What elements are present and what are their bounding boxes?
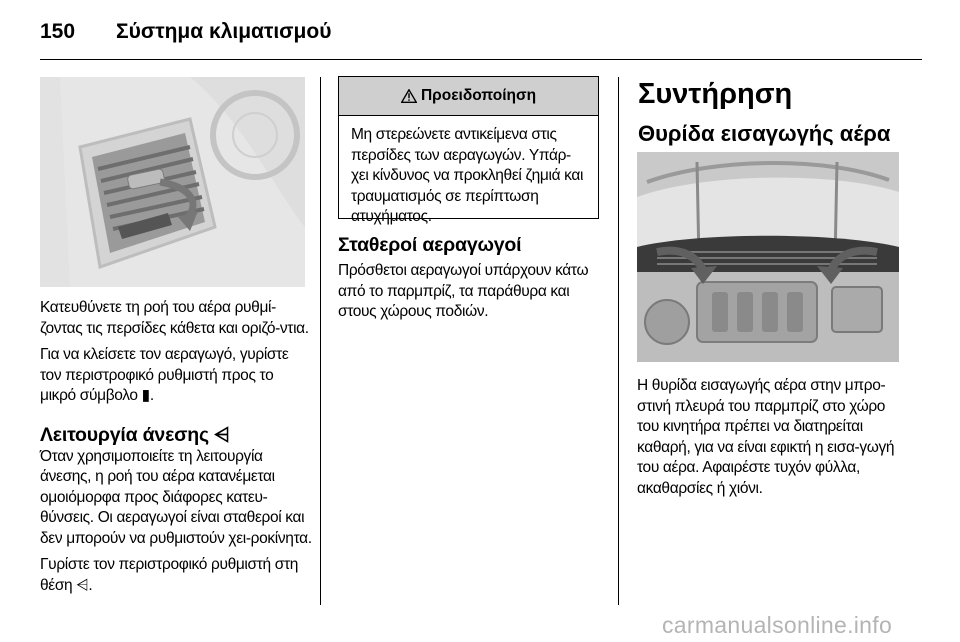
middle-column-text <box>338 233 606 323</box>
vent-direction-caption: Κατευθύνετε τη ροή του αέρα ρυθμί-ζοντας τις περσίδες κάθετα και οριζό-ντια. <box>40 299 309 337</box>
vent-close-symbol: ▮. <box>141 387 154 404</box>
warning-header <box>339 77 598 116</box>
fixed-vents-text: Πρόσθετοι αεραγωγοί υπάρχουν κάτω από το παρμπρίζ, τα παράθυρα και στους χώρους ποδιών. <box>338 262 589 320</box>
page-header <box>40 20 331 44</box>
turn-dial-text: Γυρίστε τον περιστροφικό ρυθμιστή στη θέση <box>40 556 298 594</box>
turn-dial-paragraph <box>40 555 312 596</box>
column-divider-right <box>618 77 619 605</box>
turn-dial-symbol: ⩤. <box>76 576 93 594</box>
left-column-text <box>40 298 312 596</box>
engine-bay-illustration <box>637 152 899 362</box>
comfort-mode-text: Όταν χρησιμοποιείτε τη λειτουργία άνεσης, η ροή του αέρα κατανέμεται ομοιόμορφα προς διάφορες κατευ-θύνσεις. Οι αεραγωγοί είναι σταθεροί και δεν μπορούν να ρυθμιστούν χει-ροκίνητα. <box>40 447 312 547</box>
watermark: carmanualsonline.info <box>662 612 893 638</box>
header-rule <box>40 59 922 60</box>
air-intake-text: Η θυρίδα εισαγωγής αέρα στην μπρο-στινή πλευρά του παρμπρίζ στο χώρο του κινητήρα πρέπει να διατηρείται καθαρή, για να είναι εφικτή η εισα-γωγή του αέρα. Αφαιρέστε τυχόν φύλλα, ακαθαρσίες ή χιόνι. <box>637 377 895 497</box>
column-divider-left <box>320 77 321 605</box>
warning-box <box>338 76 599 225</box>
chapter-title: Σύστημα κλιματισμού <box>116 20 332 43</box>
air-vent-illustration <box>40 77 305 287</box>
warning-triangle-icon <box>401 89 417 103</box>
maintenance-title: Συντήρηση <box>638 78 793 110</box>
comfort-mode-icon: ⩤ <box>214 423 230 446</box>
vent-close-paragraph <box>40 345 312 407</box>
fixed-vents-heading: Σταθεροί αεραγωγοί <box>338 234 522 256</box>
comfort-heading-text: Λειτουργία άνεσης <box>40 423 209 446</box>
comfort-mode-heading <box>40 423 312 447</box>
warning-text: Μη στερεώνετε αντικείμενα στις περσίδες των αεραγωγών. Υπάρ-χει κίνδυνος να προκληθεί ζημιά και τραυματισμός σε περίπτωση ατυχήματος. <box>351 126 584 225</box>
vent-close-text: Για να κλείσετε τον αεραγωγό, γυρίστε τον περιστροφικό ρυθμιστή προς το μικρό σύμβολο <box>40 346 289 404</box>
page-number: 150 <box>40 20 76 43</box>
warning-title: Προειδοποίηση <box>420 87 537 104</box>
air-intake-title: Θυρίδα εισαγωγής αέρα <box>638 121 891 146</box>
